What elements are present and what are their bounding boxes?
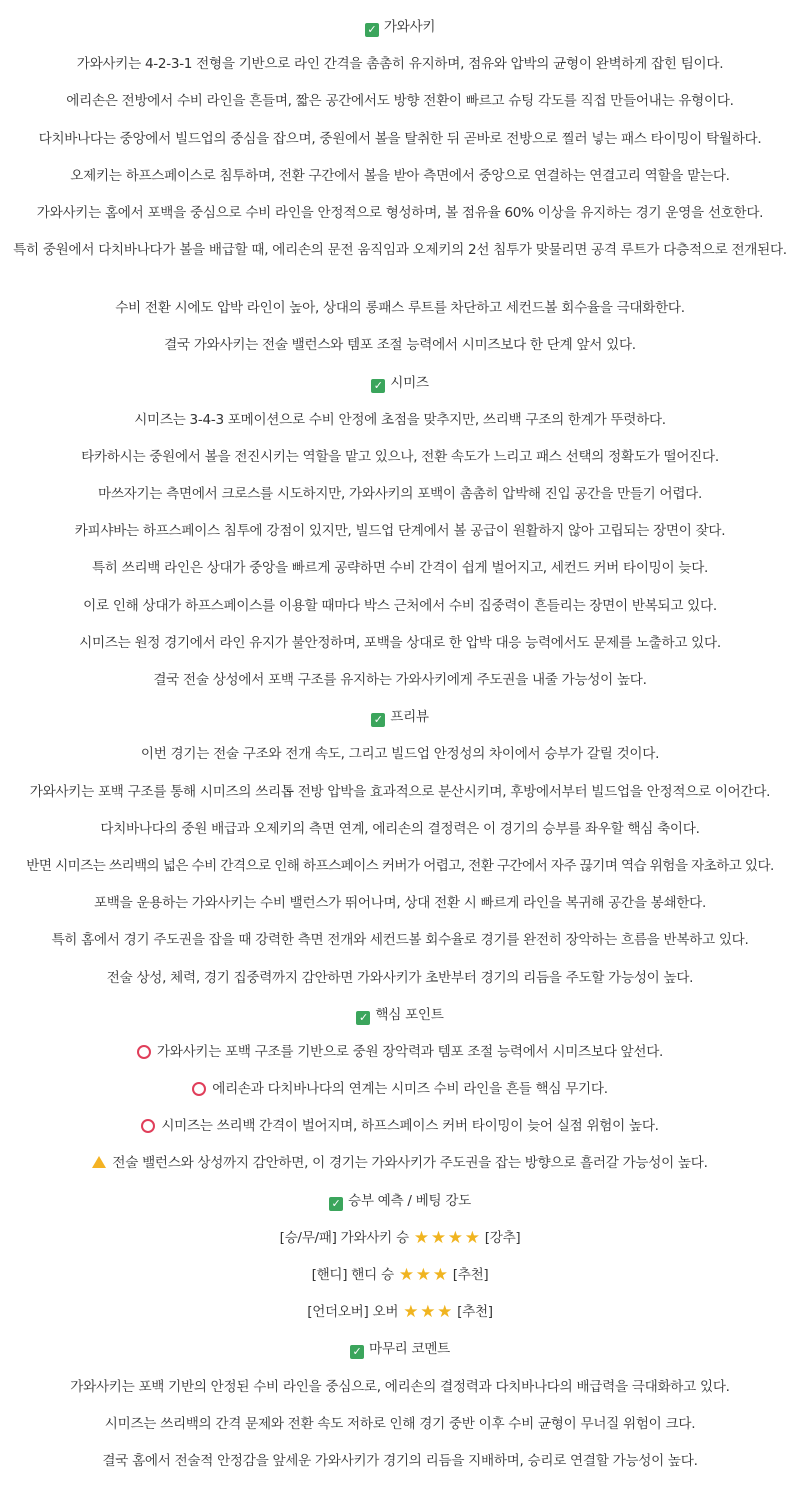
key-point-text: 가와사키는 포백 구조를 기반으로 중원 장악력과 템포 조절 능력에서 시미즈보다 앞선다. — [156, 1043, 664, 1060]
paragraph: 마쓰자기는 측면에서 크로스를 시도하지만, 가와사키의 포백이 촘촘히 압박해 진입 공간을 만들기 어렵다. — [97, 486, 703, 503]
paragraph: 에리손은 전방에서 수비 라인을 흔들며, 짧은 공간에서도 방향 전환이 빠르고 슈팅 각도를 직접 만들어내는 유형이다. — [66, 93, 734, 110]
star-icon: ★ — [447, 1227, 463, 1248]
star-icon: ★ — [415, 1265, 431, 1285]
prediction-label: [승/무/패] 가와사키 승 — [279, 1229, 409, 1246]
paragraph: 수비 전환 시에도 압박 라인이 높아, 상대의 롱패스 루트를 차단하고 세컨드볼 회수율을 극대화한다. — [115, 300, 685, 317]
key-point-text: 시미즈는 쓰리백 간격이 벌어지며, 하프스페이스 커버 타이밍이 늦어 실점 위험이 높다. — [161, 1118, 659, 1135]
paragraph: 특히 홈에서 경기 주도권을 잡을 때 강력한 측면 전개와 세컨드볼 회수율로 경기를 완전히 장악하는 흐름을 반복하고 있다. — [51, 932, 749, 949]
paragraph: 시미즈는 3-4-3 포메이션으로 수비 안정에 초점을 맞추지만, 쓰리백 구조의 한계가 뚜렷하다. — [134, 411, 666, 428]
section-heading-gawasaki — [0, 9, 800, 46]
paragraph: 이번 경기는 전술 구조와 전개 속도, 그리고 빌드업 안정성의 차이에서 승부가 갈릴 것이다. — [140, 746, 660, 763]
star-rating — [402, 1302, 453, 1323]
heading-text: 프리뷰 — [390, 709, 429, 726]
section-heading-closing — [0, 1331, 800, 1368]
paragraph: 가와사키는 4-2-3-1 전형을 기반으로 라인 간격을 촘촘히 유지하며, 점유와 압박의 균형이 완벽하게 잡힌 팀이다. — [76, 56, 724, 73]
paragraph: 가와사키는 포백 구조를 통해 시미즈의 쓰리톱 전방 압박을 효과적으로 분산시키며, 후방에서부터 빌드업을 안정적으로 이어간다. — [29, 783, 771, 800]
paragraph: 타카하시는 중원에서 볼을 전진시키는 역할을 맡고 있으나, 전환 속도가 느리고 패스 선택의 정확도가 떨어진다. — [81, 448, 719, 465]
star-icon: ★ — [430, 1227, 446, 1248]
prediction-label: [언더오버] 오버 — [307, 1304, 399, 1321]
star-icon: ★ — [398, 1265, 414, 1285]
check-icon: ✓ — [329, 1197, 343, 1211]
section-heading-keypoints — [0, 997, 800, 1034]
section-heading-prediction — [0, 1183, 800, 1220]
key-point — [0, 1071, 800, 1108]
star-icon: ★ — [464, 1227, 480, 1248]
prediction-label: [핸디] 핸디 승 — [311, 1267, 394, 1283]
check-icon: ✓ — [350, 1345, 364, 1359]
paragraph: 결국 전술 상성에서 포백 구조를 유지하는 가와사키에게 주도권을 내줄 가능성이 높다. — [153, 672, 647, 688]
star-icon: ★ — [437, 1302, 453, 1323]
paragraph: 특히 중원에서 다치바나다가 볼을 배급할 때, 에리손의 문전 움직임과 오제키의 2선 침투가 맞물리면 공격 루트가 다층적으로 전개된다. — [13, 242, 787, 259]
paragraph: 시미즈는 쓰리백의 간격 문제와 전환 속도 저하로 인해 경기 중반 이후 수비 균형이 무너질 위험이 크다. — [104, 1415, 696, 1432]
prediction-row — [0, 1220, 800, 1257]
circle-icon — [192, 1082, 206, 1096]
key-point — [0, 1108, 800, 1145]
circle-icon — [141, 1119, 155, 1133]
paragraph: 가와사키는 포백 기반의 안정된 수비 라인을 중심으로, 에리손의 결정력과 다치바나다의 배급력을 극대화하고 있다. — [70, 1378, 730, 1395]
paragraph: 오제키는 하프스페이스로 침투하며, 전환 구간에서 볼을 받아 측면에서 중앙으로 연결하는 연결고리 역할을 맡는다. — [70, 167, 730, 184]
heading-text: 마무리 코멘트 — [368, 1341, 450, 1358]
star-icon: ★ — [432, 1265, 448, 1285]
paragraph: 전술 상성, 체력, 경기 집중력까지 감안하면 가와사키가 초반부터 경기의 리듬을 주도할 가능성이 높다. — [106, 969, 694, 986]
paragraph: 다치바나다는 중앙에서 빌드업의 중심을 잡으며, 중원에서 볼을 탈취한 뒤 곧바로 전방으로 찔러 넣는 패스 타이밍이 탁월하다. — [38, 130, 762, 147]
paragraph: 결국 가와사키는 전술 밸런스와 템포 조절 능력에서 시미즈보다 한 단계 앞서 있다. — [164, 337, 636, 354]
check-icon: ✓ — [371, 713, 385, 727]
paragraph: 가와사키는 홈에서 포백을 중심으로 수비 라인을 안정적으로 형성하며, 볼 점유율 60% 이상을 유지하는 경기 운영을 선호한다. — [36, 204, 764, 221]
check-icon: ✓ — [356, 1011, 370, 1025]
paragraph: 포백을 운용하는 가와사키는 수비 밸런스가 뛰어나며, 상대 전환 시 빠르게 라인을 복귀해 공간을 봉쇄한다. — [93, 895, 707, 912]
paragraph: 시미즈는 원정 경기에서 라인 유지가 불안정하며, 포백을 상대로 한 압박 대응 능력에서도 문제를 노출하고 있다. — [79, 634, 721, 651]
paragraph: 다치바나다의 중원 배급과 오제키의 측면 연계, 에리손의 결정력은 이 경기의 승부를 좌우할 핵심 축이다. — [100, 820, 700, 837]
star-rating — [398, 1267, 449, 1283]
warning-point — [0, 1145, 800, 1182]
check-icon: ✓ — [371, 379, 385, 393]
heading-text: 가와사키 — [383, 19, 436, 35]
section-heading-preview — [0, 699, 800, 736]
circle-icon — [137, 1045, 151, 1059]
paragraph: 결국 홈에서 전술적 안정감을 앞세운 가와사키가 경기의 리듬을 지배하며, 승리로 연결할 가능성이 높다. — [102, 1452, 698, 1469]
paragraph: 특히 쓰리백 라인은 상대가 중앙을 빠르게 공략하면 수비 간격이 쉽게 벌어지고, 세컨드 커버 타이밍이 늦다. — [91, 560, 709, 577]
prediction-row — [0, 1257, 800, 1294]
paragraph: 이로 인해 상대가 하프스페이스를 이용할 때마다 박스 근처에서 수비 집중력이 흔들리는 장면이 반복되고 있다. — [83, 597, 717, 614]
heading-text: 핵심 포인트 — [375, 1006, 444, 1023]
heading-text: 승부 예측 / 베팅 강도 — [347, 1192, 472, 1209]
paragraph: 카피샤바는 하프스페이스 침투에 강점이 있지만, 빌드업 단계에서 볼 공급이 원활하지 않아 고립되는 장면이 잦다. — [74, 523, 726, 540]
star-icon: ★ — [420, 1302, 436, 1323]
key-point-text: 에리손과 다치바나다의 연계는 시미즈 수비 라인을 흔들 핵심 무기다. — [212, 1081, 608, 1098]
key-point — [0, 1034, 800, 1071]
warning-text: 전술 밸런스와 상성까지 감안하면, 이 경기는 가와사키가 주도권을 잡는 방향으로 흘러갈 가능성이 높다. — [112, 1155, 708, 1172]
star-rating — [413, 1227, 481, 1248]
heading-text: 시미즈 — [390, 374, 429, 391]
check-icon: ✓ — [365, 23, 379, 37]
section-heading-shimizu — [0, 365, 800, 402]
prediction-row — [0, 1294, 800, 1331]
star-icon: ★ — [413, 1227, 429, 1248]
star-icon: ★ — [403, 1302, 419, 1323]
paragraph: 반면 시미즈는 쓰리백의 넓은 수비 간격으로 인해 하프스페이스 커버가 어렵고, 전환 구간에서 자주 끊기며 역습 위험을 자초하고 있다. — [26, 857, 774, 874]
warning-icon — [92, 1156, 106, 1168]
prediction-tag: [추천] — [457, 1304, 493, 1321]
prediction-tag: [강추] — [484, 1229, 521, 1246]
prediction-tag: [추천] — [452, 1267, 489, 1283]
